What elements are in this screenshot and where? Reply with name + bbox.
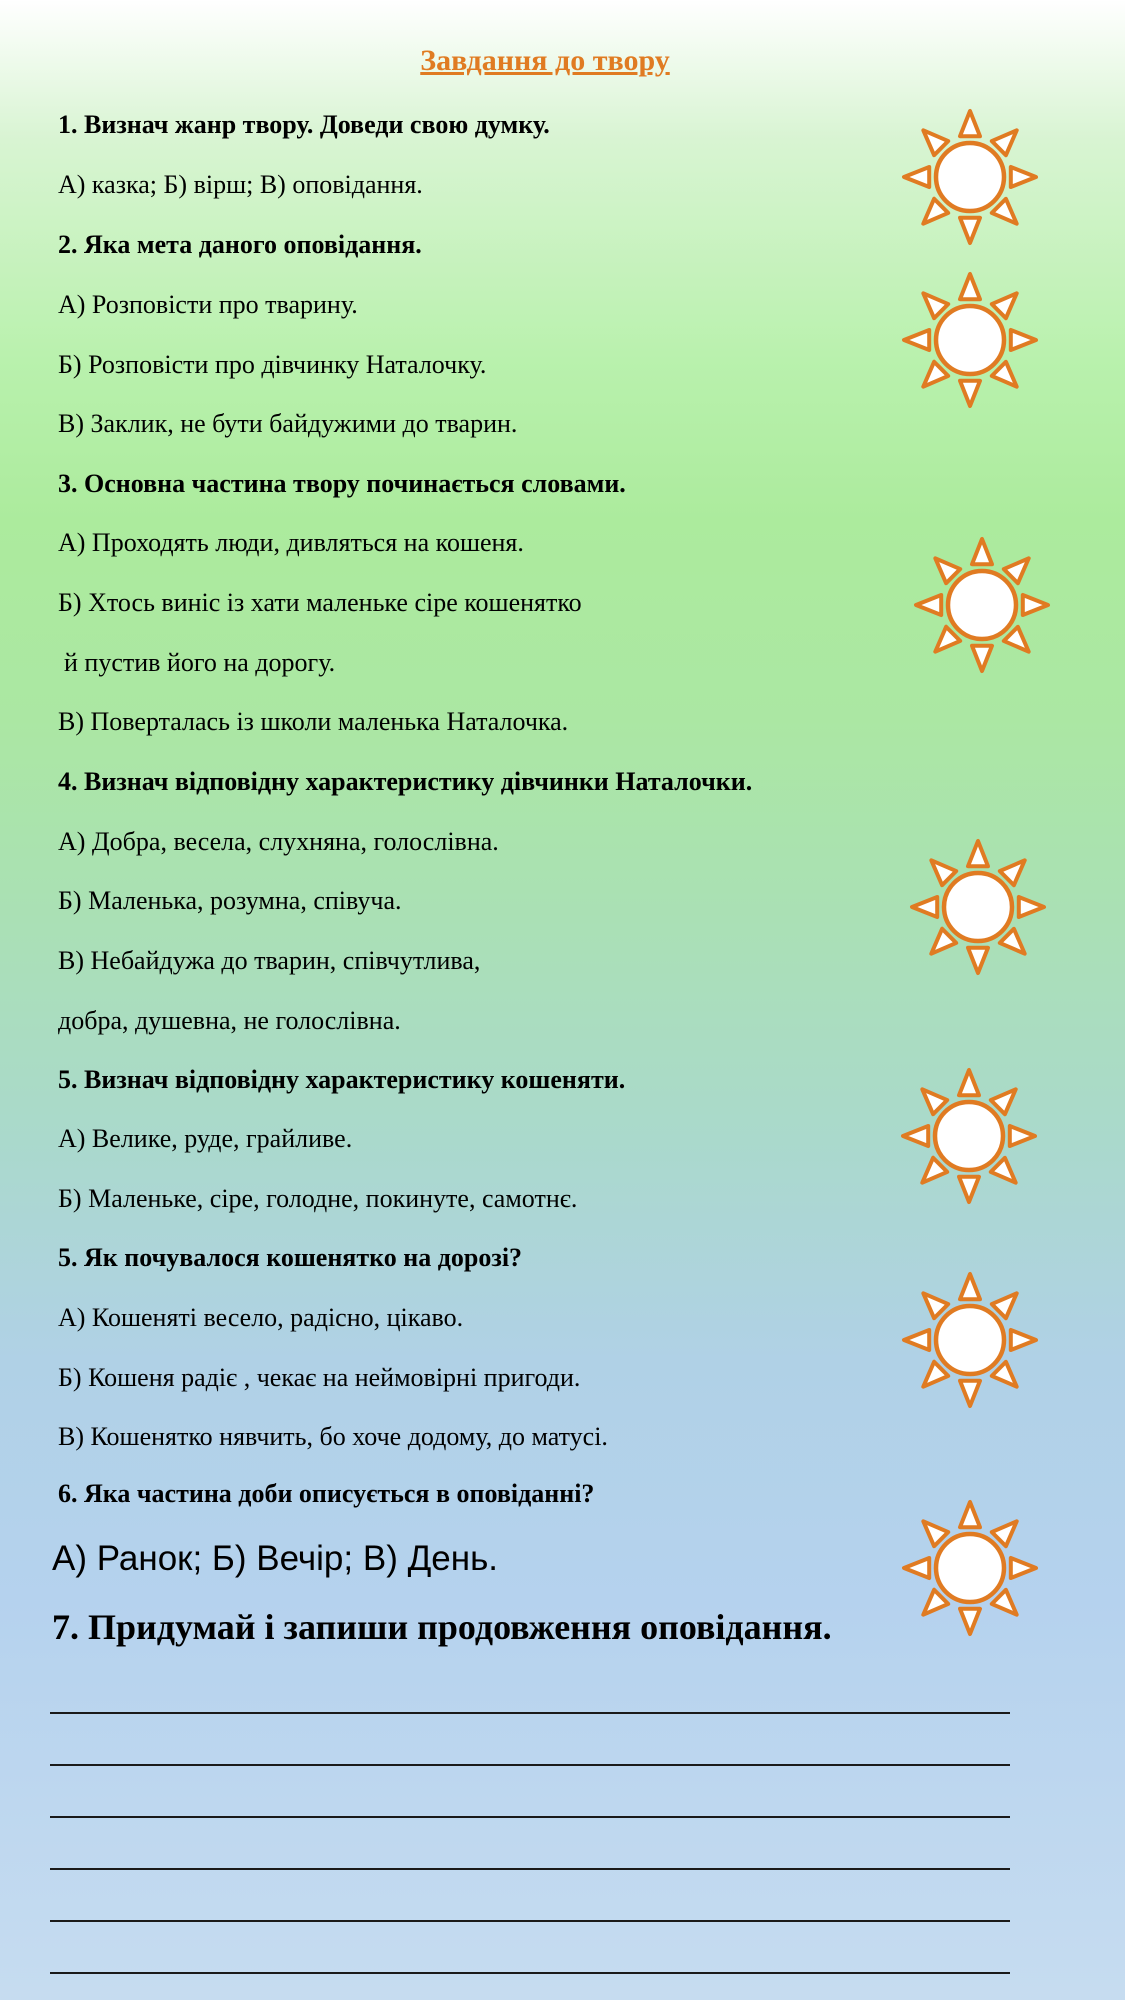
answer-line bbox=[50, 1816, 1010, 1818]
answer-line bbox=[50, 1868, 1010, 1870]
question-5-option-a: А) Велике, руде, грайливе. bbox=[58, 1124, 353, 1153]
question-2: 2. Яка мета даного оповідання. bbox=[58, 230, 422, 259]
question-5b-option-a: А) Кошеняті весело, радісно, цікаво. bbox=[58, 1303, 464, 1332]
question-2-option-c: В) Заклик, не бути байдужими до тварин. bbox=[58, 409, 518, 438]
answer-line bbox=[50, 1920, 1010, 1922]
question-6: 6. Яка частина доби описується в оповіданні? bbox=[58, 1479, 595, 1508]
sun-icon bbox=[912, 535, 1052, 675]
question-7: 7. Придумай і запиши продовження оповідання. bbox=[52, 1607, 832, 1647]
sun-icon bbox=[900, 1498, 1040, 1638]
question-5: 5. Визнач відповідну характеристику кошеняти. bbox=[58, 1065, 626, 1094]
question-5b-option-c: В) Кошенятко нявчить, бо хоче додому, до матусі. bbox=[58, 1422, 608, 1451]
question-5b: 5. Як почувалося кошенятко на дорозі? bbox=[58, 1243, 523, 1272]
question-3-option-a: А) Проходять люди, дивляться на кошеня. bbox=[58, 528, 524, 557]
question-3-option-b-continued: й пустив його на дорогу. bbox=[64, 648, 336, 677]
question-2-option-b: Б) Розповісти про дівчинку Наталочку. bbox=[58, 350, 487, 379]
question-4: 4. Визнач відповідну характеристику дівчинки Наталочки. bbox=[58, 767, 753, 796]
question-4-option-c-continued: добра, душевна, не голослівна. bbox=[58, 1006, 401, 1035]
question-5-option-b: Б) Маленьке, сіре, голодне, покинуте, самотнє. bbox=[58, 1184, 578, 1213]
question-5b-option-b: Б) Кошеня радіє , чекає на неймовірні пригоди. bbox=[58, 1363, 581, 1392]
question-3-option-c: В) Поверталась із школи маленька Наталочка. bbox=[58, 707, 569, 736]
answer-line bbox=[50, 1764, 1010, 1766]
question-4-option-a: А) Добра, весела, слухняна, голослівна. bbox=[58, 827, 499, 856]
question-6-options: А) Ранок; Б) Вечір; В) День. bbox=[52, 1539, 499, 1578]
sun-icon bbox=[899, 1066, 1039, 1206]
question-3-option-b: Б) Хтось виніс із хати маленьке сіре кошенятко bbox=[58, 588, 582, 617]
question-1-options: А) казка; Б) вірш; В) оповідання. bbox=[58, 170, 423, 199]
sun-icon bbox=[908, 837, 1048, 977]
page-title: Завдання до твору bbox=[420, 44, 670, 77]
question-1: 1. Визнач жанр твору. Доведи свою думку. bbox=[58, 110, 550, 139]
sun-icon bbox=[900, 1270, 1040, 1410]
answer-line bbox=[50, 1712, 1010, 1714]
sun-icon bbox=[900, 107, 1040, 247]
sun-icon bbox=[900, 270, 1040, 410]
question-2-option-a: А) Розповісти про тварину. bbox=[58, 290, 358, 319]
answer-line bbox=[50, 1972, 1010, 1974]
question-4-option-b: Б) Маленька, розумна, співуча. bbox=[58, 886, 402, 915]
question-4-option-c: В) Небайдужа до тварин, співчутлива, bbox=[58, 946, 481, 975]
question-3: 3. Основна частина твору починається словами. bbox=[58, 469, 626, 498]
